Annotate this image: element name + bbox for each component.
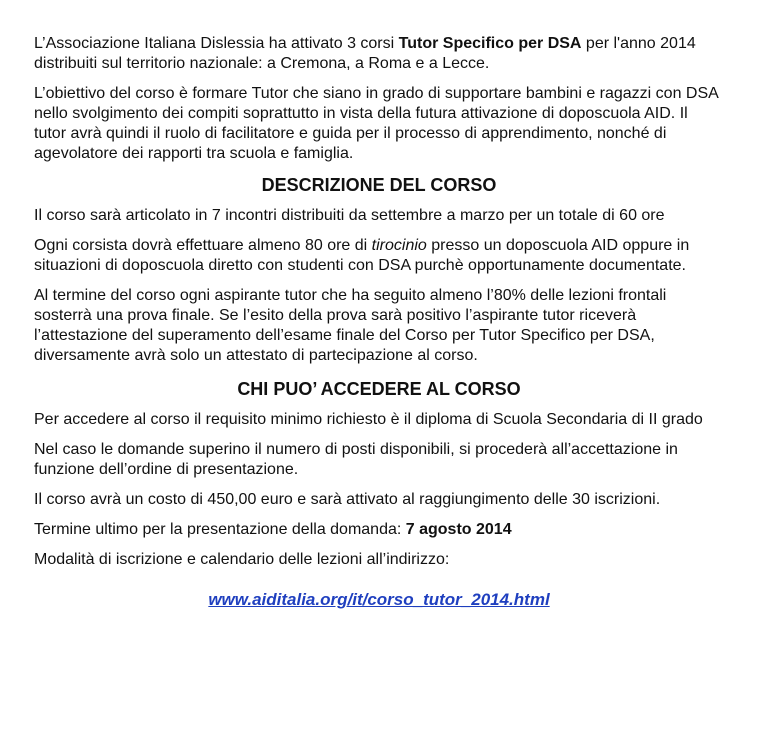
course-description-heading: DESCRIZIONE DEL CORSO [261, 175, 497, 195]
intro-text-end: per l'anno 2014 distribuiti sul territorio nazionale: a Cremona, a Roma e a Lecce. [34, 35, 696, 72]
intro-text-start: L’Associazione Italiana Dislessia ha attivato 3 corsi [34, 35, 399, 52]
internship-paragraph [34, 236, 724, 276]
final-exam-paragraph: Al termine del corso ogni aspirante tutor che ha seguito almeno l’80% delle lezioni frontali sosterrà una prova finale. Se l’esito della prova sarà positivo l’aspirante tutor riceverà l’attestazione del superamento dell’esame finale del Corso per Tutor Specifico per DSA, diversamente avrà solo un attestato di partecipazione al corso. [34, 287, 667, 364]
internship-italic: tirocinio [371, 237, 427, 254]
objective-paragraph: L’obiettivo del corso è formare Tutor che siano in grado di supportare bambini e ragazzi con DSA nello svolgimento dei compiti soprattutto in vista della futura attivazione di doposcuola AID. Il tutor avrà quindi il ruolo di facilitatore e guida per il processo di apprendimento, nonché di agevolatore dei rapporti tra scuola e famiglia. [34, 85, 718, 162]
document-body [34, 34, 724, 611]
deadline-text: Termine ultimo per la presentazione della domanda: [34, 521, 406, 538]
course-url-link[interactable]: www.aiditalia.org/it/corso_tutor_2014.html [208, 590, 550, 609]
eligibility-heading: CHI PUO’ ACCEDERE AL CORSO [237, 379, 521, 399]
internship-text-start: Ogni corsista dovrà effettuare almeno 80 ore di [34, 237, 372, 254]
cost-paragraph: Il corso avrà un costo di 450,00 euro e sarà attivato al raggiungimento delle 30 iscrizioni. [34, 491, 661, 508]
intro-paragraph [34, 34, 724, 74]
requirements-paragraph: Per accedere al corso il requisito minimo richiesto è il diploma di Scuola Secondaria di II grado [34, 411, 703, 428]
link-container [34, 590, 724, 611]
deadline-date: 7 agosto 2014 [405, 521, 512, 538]
acceptance-paragraph: Nel caso le domande superino il numero di posti disponibili, si procederà all’accettazione in funzione dell’ordine di presentazione. [34, 441, 678, 478]
course-name-bold: Tutor Specifico per DSA [398, 35, 582, 52]
internship-text-end: presso un doposcuola AID oppure in situazioni di doposcuola diretto con studenti con DSA purchè opportunamente documentate. [34, 237, 690, 274]
deadline-paragraph [34, 520, 724, 540]
enrollment-info-paragraph: Modalità di iscrizione e calendario delle lezioni all’indirizzo: [34, 551, 450, 568]
course-structure-paragraph: Il corso sarà articolato in 7 incontri distribuiti da settembre a marzo per un totale di 60 ore [34, 207, 665, 224]
